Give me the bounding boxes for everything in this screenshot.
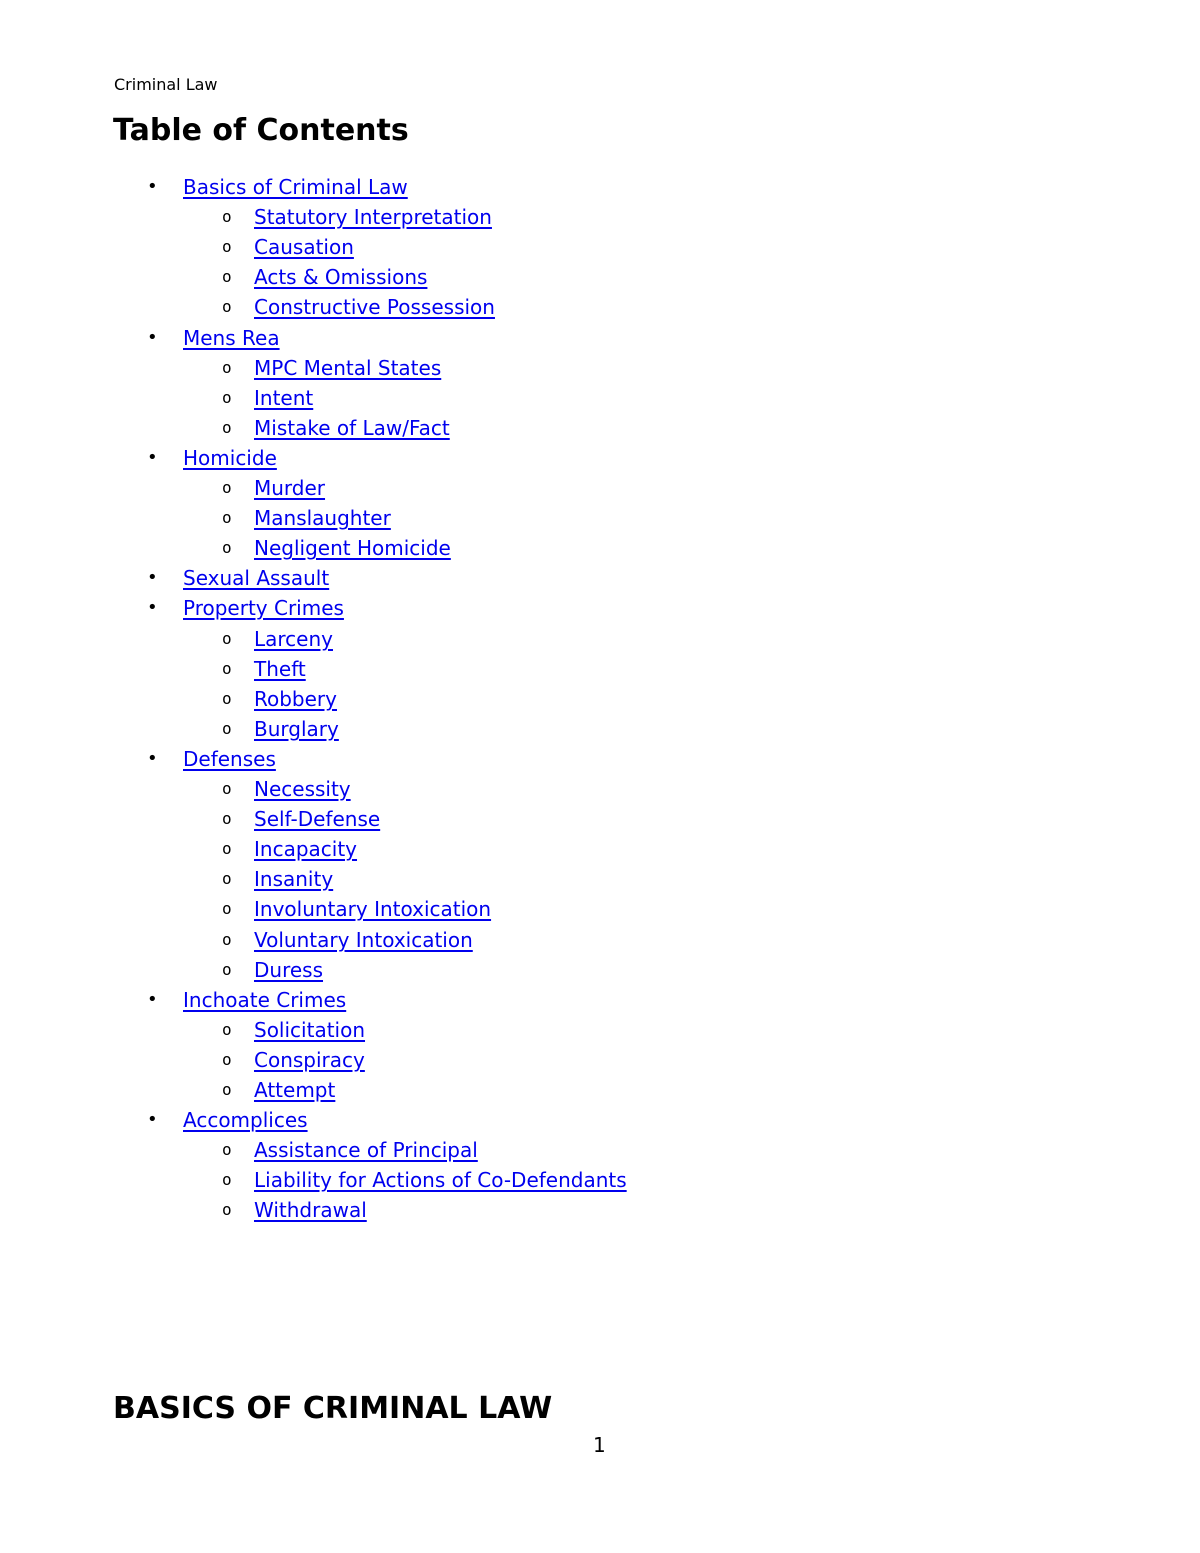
toc-entry <box>147 744 276 774</box>
circle-bullet-icon: o <box>222 207 232 226</box>
circle-bullet-icon: o <box>222 1080 232 1099</box>
toc-sublink[interactable]: Duress <box>254 958 324 982</box>
toc-subentry <box>222 473 326 503</box>
toc-subentry <box>222 1015 366 1045</box>
toc-subentry <box>222 383 314 413</box>
toc-subentry <box>222 413 450 443</box>
circle-bullet-icon: o <box>222 1200 232 1219</box>
toc-subentry <box>222 232 354 262</box>
bullet-icon: • <box>147 989 158 1010</box>
toc-sublink[interactable]: Withdrawal <box>254 1198 367 1222</box>
toc-link[interactable]: Mens Rea <box>183 326 280 350</box>
section-heading: BASICS OF CRIMINAL LAW <box>113 1391 553 1426</box>
toc-sublink[interactable]: Conspiracy <box>254 1048 365 1072</box>
bullet-icon: • <box>147 327 158 348</box>
circle-bullet-icon: o <box>222 839 232 858</box>
toc-subentry <box>222 1195 367 1225</box>
toc-sublink[interactable]: Incapacity <box>254 837 358 861</box>
toc-sublink[interactable]: Robbery <box>254 687 337 711</box>
circle-bullet-icon: o <box>222 237 232 256</box>
toc-subentry <box>222 834 358 864</box>
toc-sublink[interactable]: Voluntary Intoxication <box>254 928 473 952</box>
circle-bullet-icon: o <box>222 1140 232 1159</box>
toc-link[interactable]: Accomplices <box>183 1108 308 1132</box>
circle-bullet-icon: o <box>222 538 232 557</box>
toc-subentry <box>222 1135 478 1165</box>
circle-bullet-icon: o <box>222 869 232 888</box>
toc-sublink[interactable]: Intent <box>254 386 314 410</box>
bullet-icon: • <box>147 748 158 769</box>
toc-sublink[interactable]: Acts & Omissions <box>254 265 428 289</box>
toc-subentry <box>222 804 381 834</box>
toc-subentry <box>222 714 339 744</box>
toc-sublink[interactable]: Insanity <box>254 867 334 891</box>
toc-sublink[interactable]: Negligent Homicide <box>254 536 451 560</box>
circle-bullet-icon: o <box>222 1170 232 1189</box>
toc-subentry <box>222 955 324 985</box>
toc-subentry <box>222 864 334 894</box>
toc-entry <box>147 985 347 1015</box>
toc-sublink[interactable]: Involuntary Intoxication <box>254 897 492 921</box>
circle-bullet-icon: o <box>222 960 232 979</box>
toc-sublink[interactable]: Mistake of Law/Fact <box>254 416 450 440</box>
toc-sublink[interactable]: Theft <box>254 657 306 681</box>
toc-entry <box>147 563 330 593</box>
bullet-icon: • <box>147 447 158 468</box>
circle-bullet-icon: o <box>222 899 232 918</box>
toc-sublink[interactable]: Assistance of Principal <box>254 1138 478 1162</box>
circle-bullet-icon: o <box>222 418 232 437</box>
toc-sublink[interactable]: Liability for Actions of Co-Defendants <box>254 1168 627 1192</box>
circle-bullet-icon: o <box>222 508 232 527</box>
toc-subentry <box>222 1165 627 1195</box>
circle-bullet-icon: o <box>222 478 232 497</box>
toc-subentry <box>222 624 333 654</box>
toc-subentry <box>222 774 351 804</box>
circle-bullet-icon: o <box>222 1050 232 1069</box>
toc-sublink[interactable]: Murder <box>254 476 326 500</box>
toc-entry <box>147 323 280 353</box>
circle-bullet-icon: o <box>222 659 232 678</box>
toc-entry <box>147 593 344 623</box>
circle-bullet-icon: o <box>222 719 232 738</box>
circle-bullet-icon: o <box>222 779 232 798</box>
toc-subentry <box>222 503 391 533</box>
toc-sublink[interactable]: Burglary <box>254 717 339 741</box>
bullet-icon: • <box>147 176 158 197</box>
circle-bullet-icon: o <box>222 267 232 286</box>
toc-subentry <box>222 1045 365 1075</box>
toc-sublink[interactable]: Attempt <box>254 1078 336 1102</box>
bullet-icon: • <box>147 597 158 618</box>
toc-subentry <box>222 292 495 322</box>
toc-link[interactable]: Sexual Assault <box>183 566 330 590</box>
toc-subentry <box>222 925 473 955</box>
toc-entry <box>147 1105 308 1135</box>
circle-bullet-icon: o <box>222 388 232 407</box>
toc-subentry <box>222 1075 336 1105</box>
toc-sublink[interactable]: Self-Defense <box>254 807 381 831</box>
toc-entry <box>147 443 277 473</box>
toc-sublink[interactable]: Constructive Possession <box>254 295 495 319</box>
toc-subentry <box>222 654 306 684</box>
circle-bullet-icon: o <box>222 930 232 949</box>
toc-sublink[interactable]: Larceny <box>254 627 333 651</box>
toc-link[interactable]: Inchoate Crimes <box>183 988 347 1012</box>
circle-bullet-icon: o <box>222 629 232 648</box>
toc-subentry <box>222 262 428 292</box>
toc-sublink[interactable]: Manslaughter <box>254 506 391 530</box>
toc-subentry <box>222 202 492 232</box>
toc-subentry <box>222 894 492 924</box>
toc-subentry <box>222 353 442 383</box>
circle-bullet-icon: o <box>222 1020 232 1039</box>
circle-bullet-icon: o <box>222 809 232 828</box>
circle-bullet-icon: o <box>222 358 232 377</box>
bullet-icon: • <box>147 567 158 588</box>
toc-sublink[interactable]: Statutory Interpretation <box>254 205 492 229</box>
toc-entry <box>147 172 408 202</box>
toc-title: Table of Contents <box>113 113 409 148</box>
toc-link[interactable]: Defenses <box>183 747 276 771</box>
running-header: Criminal Law <box>114 75 218 94</box>
page-number: 1 <box>593 1433 606 1457</box>
toc-link[interactable]: Homicide <box>183 446 277 470</box>
bullet-icon: • <box>147 1109 158 1130</box>
toc-link[interactable]: Property Crimes <box>183 596 344 620</box>
toc-subentry <box>222 533 451 563</box>
toc-sublink[interactable]: MPC Mental States <box>254 356 442 380</box>
toc-sublink[interactable]: Necessity <box>254 777 351 801</box>
toc-subentry <box>222 684 337 714</box>
toc-link[interactable]: Basics of Criminal Law <box>183 175 408 199</box>
circle-bullet-icon: o <box>222 297 232 316</box>
circle-bullet-icon: o <box>222 689 232 708</box>
toc-sublink[interactable]: Causation <box>254 235 354 259</box>
toc-sublink[interactable]: Solicitation <box>254 1018 366 1042</box>
